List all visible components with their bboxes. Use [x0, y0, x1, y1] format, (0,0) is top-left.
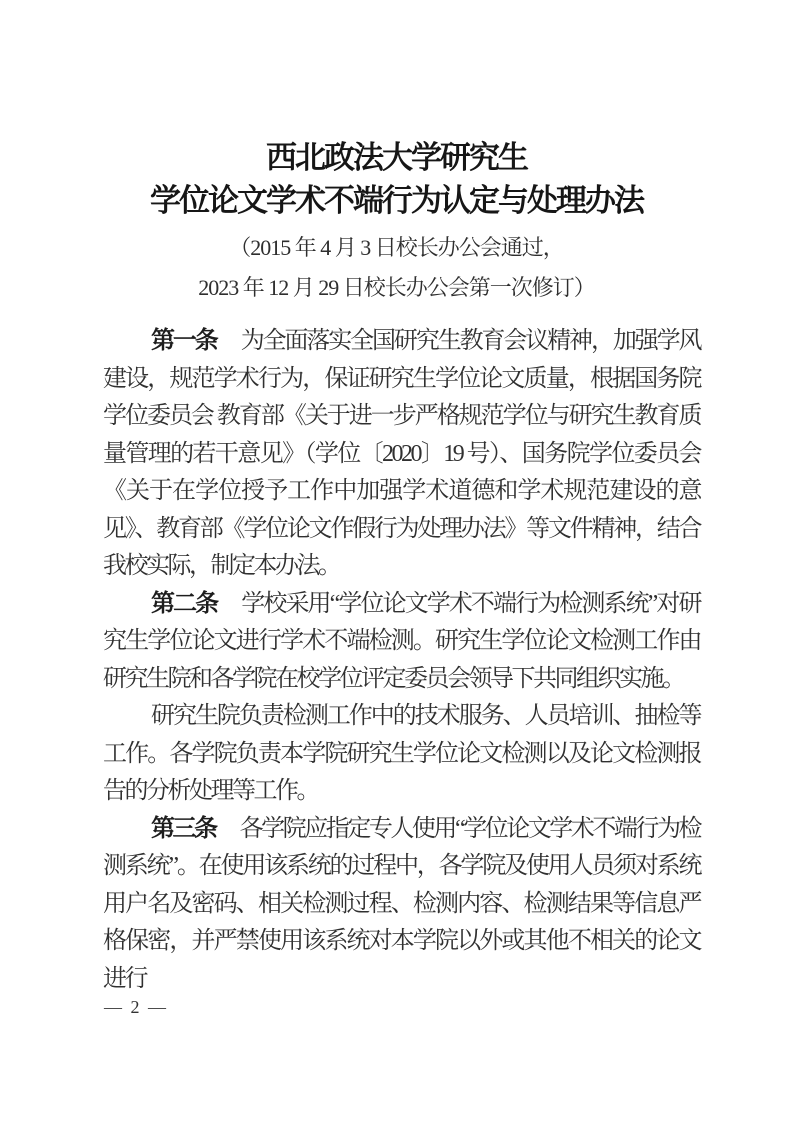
- document-title: [0, 136, 793, 222]
- article-2-label: 第二条: [151, 590, 218, 617]
- paragraph-article-3: [103, 811, 700, 999]
- paragraph-continuation: [103, 698, 700, 811]
- article-3-label: 第三条: [151, 815, 216, 842]
- article-1-text: 为全面落实全国研究生教育会议精神，加强学风建设，规范学术行为，保证研究生学位论文质量，根据国务院学位委员会 教育部《关于进一步严格规范学位与研究生教育质量管理的若干意见》（学位〔2020〕19 号）、国务院学位委员会《关于在学位授予工作中加强学术道德和学术规范建设的意见》、教育部《学位论文作假行为处理办法》等文件精神，结合我校实际，制定本办法。: [103, 328, 701, 579]
- title-line-1: 西北政法大学研究生: [266, 140, 527, 175]
- document-subtitle: [0, 228, 793, 308]
- page-number: — 2 —: [104, 997, 168, 1017]
- article-2-text: 学校采用“学位论文学术不端行为检测系统”对研究生学位论文进行学术不端检测。研究生学位论文检测工作由研究生院和各学院在校学位评定委员会领导下共同组织实施。: [103, 590, 700, 692]
- document-body: [103, 323, 700, 998]
- paragraph-article-1: [103, 323, 700, 586]
- paragraph-continuation-text: 研究生院负责检测工作中的技术服务、人员培训、抽检等工作。各学院负责本学院研究生学位论文检测以及论文检测报告的分析处理等工作。: [103, 703, 700, 804]
- paragraph-article-2: [103, 586, 700, 699]
- article-3-text: 各学院应指定专人使用“学位论文学术不端行为检测系统”。在使用该系统的过程中，各学院及使用人员须对系统用户名及密码、相关检测过程、检测内容、检测结果等信息严格保密，并严禁使用该系统对本学院以外或其他不相关的论文进行: [103, 815, 700, 992]
- subtitle-line-1: （2015 年 4 月 3 日校长办公会通过，: [229, 235, 564, 260]
- title-line-2: 学位论文学术不端行为认定与处理办法: [150, 183, 643, 218]
- article-1-label: 第一条: [151, 328, 217, 354]
- subtitle-line-2: 2023 年 12 月 29 日校长办公会第一次修订）: [198, 275, 595, 300]
